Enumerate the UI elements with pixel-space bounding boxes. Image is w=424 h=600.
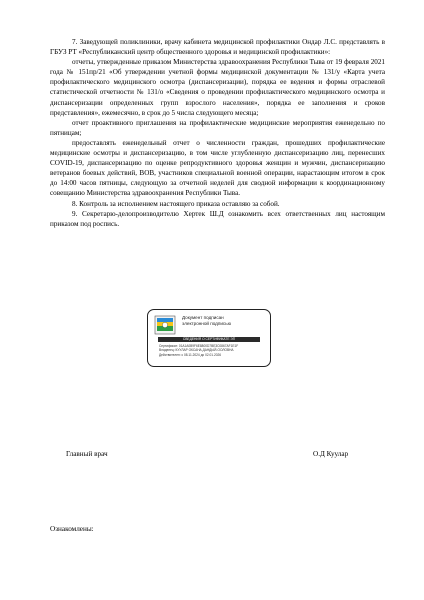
paragraph-9: 9. Секретарю-делопроизводителю Хертек Ш.Д ознакомить всех ответственных лиц настоящим приказом под роспись.	[50, 209, 385, 228]
order-body	[50, 37, 385, 229]
paragraph-7: 7. Заведующей поликлиники, врачу кабинета медицинской профилактики Ондар Л.С. представлять в ГБУЗ РТ «Республиканский центр общественного здоровья и медицинской профилактики»:	[50, 38, 385, 57]
emblem-icon	[154, 315, 176, 335]
stamp-certificate-line: Сертификат: 01A1A0B9F6E8800D7BE3C0867AF1E1F	[159, 344, 239, 348]
acknowledged-label: Ознакомлены:	[50, 525, 94, 533]
stamp-title-line-2: электронной подписью	[182, 320, 232, 326]
stamp-owner-line: Владелец: КУУЛАР ОКСАНА ДАНДЫЙ-ООЛОВНА	[159, 348, 234, 353]
electronic-signature-stamp	[147, 309, 271, 367]
stamp-certificate-band: СВЕДЕНИЯ О СЕРТИФИКАТЕ ЭП	[158, 337, 260, 342]
paragraph-7-weekly: предоставлять еженедельный отчет о численности граждан, прошедших профилактические медицинские осмотры и диспансеризацию, в том числе углубленную диспансеризацию лиц, перенесших COVID-19, диспансеризацию по оценке репродуктивного здоровья женщин и мужчин, диспансеризацию ветеранов боевых действий, ВОВ, участников специальной военной операции, нарастающим итогом в срок до 14:00 часов пятницы, следующую за отчетной неделей для сводной информации к координационному совещанию Министерства здравоохранения Республики Тыва.	[50, 138, 385, 198]
paragraph-7-proactive: отчет проактивного приглашения на профилактические медицинские мероприятия еженедельно по пятницам;	[50, 118, 385, 137]
paragraph-7-reports: отчеты, утвержденные приказом Министерства здравоохранения Республики Тыва от 19 февраля 2021 года № 151пр/21 «Об утверждении учетной формы медицинской документации № 131/у «Карта учета профилактического медицинского осмотра (диспансеризации), порядка ее ведения и формы отраслевой статистической отчетности № 131/о «Сведения о проведении профилактического медицинского осмотра и диспансеризации определенных групп взрослого населения», порядка ее заполнения и сроков представления», ежемесячно, в срок до 5 числа следующего месяца;	[50, 58, 385, 117]
stamp-title-line-1: Документ подписан	[182, 315, 224, 320]
stamp-details	[159, 344, 238, 357]
stamp-title	[182, 315, 231, 327]
stamp-validity-line: Действителен: с 08.11.2024 до 02.01.2026	[159, 352, 222, 357]
signature-row	[0, 450, 424, 490]
signatory-name: О.Д Куулар	[313, 450, 349, 458]
signatory-role: Главный врач	[66, 450, 108, 458]
paragraph-8: 8. Контроль за исполнением настоящего приказа оставляю за собой.	[72, 199, 280, 208]
